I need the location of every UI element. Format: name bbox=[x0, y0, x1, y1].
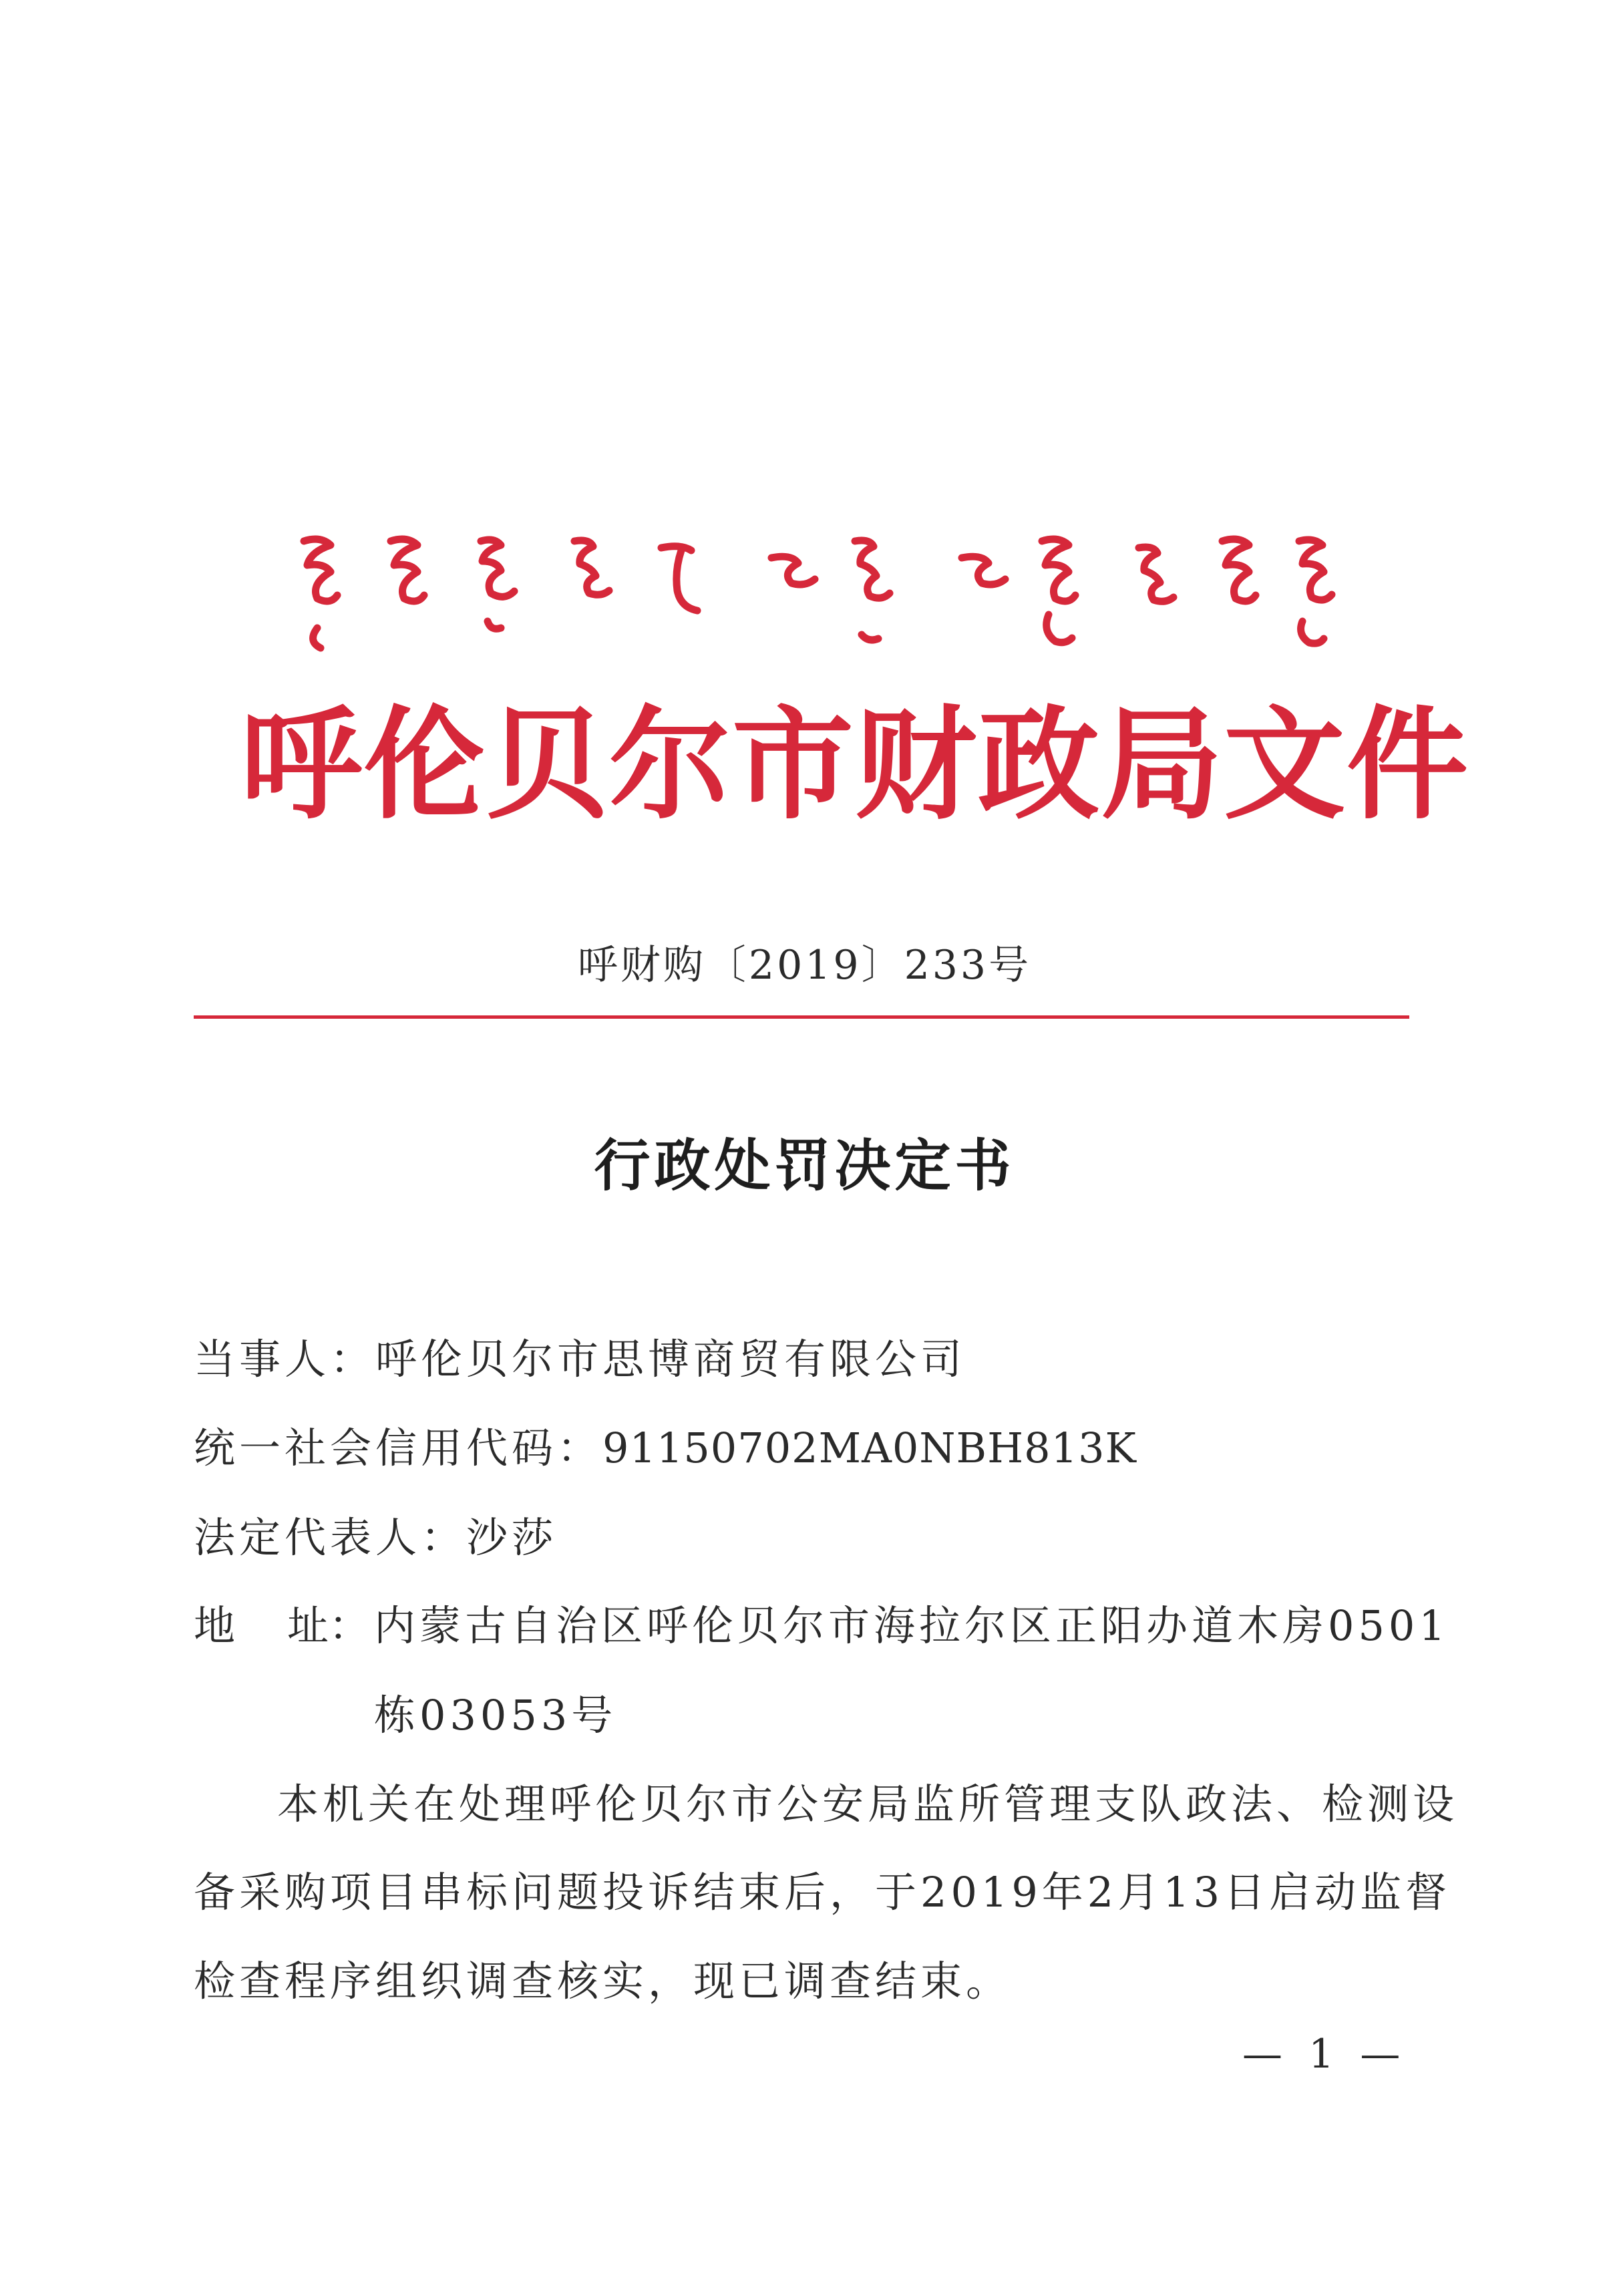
red-divider-line bbox=[194, 1015, 1409, 1019]
party-value: 呼伦贝尔市思博商贸有限公司 bbox=[375, 1335, 966, 1383]
body-paragraph-line3: 检查程序组织调查核实，现已调查结束。 bbox=[194, 1957, 1012, 2005]
address-label-char1: 地 bbox=[194, 1601, 236, 1650]
address-line bbox=[194, 1599, 1449, 1653]
credit-code-value: 91150702MA0NBH813K bbox=[602, 1424, 1137, 1472]
party-line bbox=[194, 1333, 966, 1386]
mongolian-script-graphic bbox=[281, 528, 1336, 655]
address-value-line2: 栋03053号 bbox=[374, 1691, 617, 1740]
mongolian-script-heading bbox=[281, 528, 1336, 655]
decision-title: 行政处罚决定书 bbox=[594, 1132, 1015, 1198]
credit-code-line bbox=[194, 1422, 1137, 1475]
issuer-title: 呼伦贝尔市财政局文件 bbox=[240, 694, 1469, 836]
address-value-line1: 内蒙古自治区呼伦贝尔市海拉尔区正阳办道木房0501 bbox=[374, 1601, 1449, 1650]
address-label-char2: 址： bbox=[287, 1601, 371, 1650]
body-paragraph-line2: 备采购项目串标问题投诉结束后，于2019年2月13日启动监督 bbox=[194, 1868, 1451, 1917]
party-label: 当事人： bbox=[194, 1335, 376, 1383]
legal-representative-label: 法定代表人： bbox=[194, 1513, 467, 1562]
credit-code-label: 统一社会信用代码： bbox=[194, 1424, 603, 1472]
address-label bbox=[194, 1599, 374, 1653]
body-paragraph-line1: 本机关在处理呼伦贝尔市公安局监所管理支队政法、检测设 bbox=[277, 1780, 1459, 1828]
page-number: — 1 — bbox=[1242, 2031, 1407, 2078]
legal-representative-value: 沙莎 bbox=[466, 1513, 558, 1562]
legal-representative-line bbox=[194, 1511, 557, 1565]
document-number: 呼财购〔2019〕233号 bbox=[577, 942, 1032, 989]
